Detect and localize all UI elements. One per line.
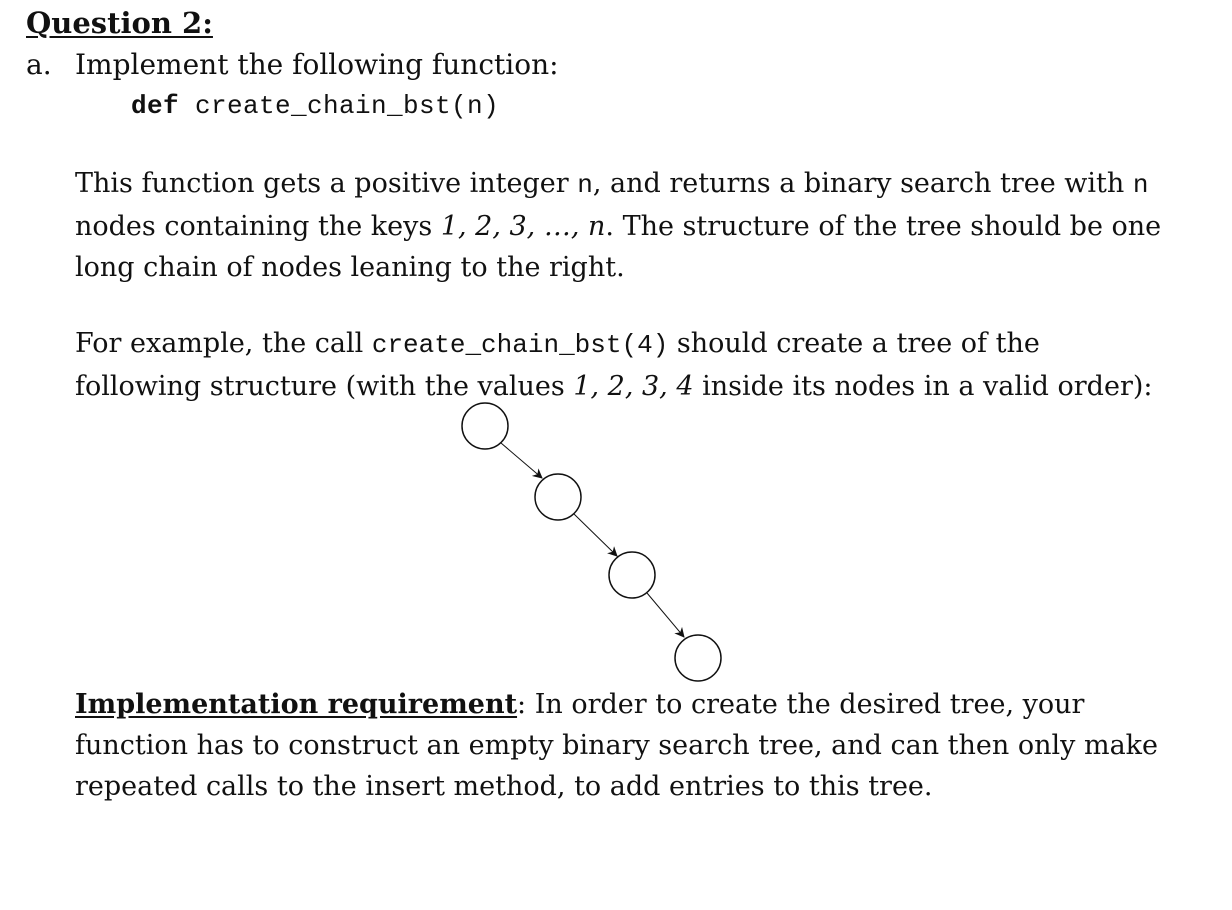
description-paragraph — [75, 163, 1161, 288]
tree-node-3 — [609, 552, 655, 598]
part-a-instruction: Implement the following function: — [75, 48, 559, 81]
example-call-code: create_chain_bst(4) — [371, 330, 669, 360]
tree-node-4 — [675, 635, 721, 681]
example-text: following structure (with the values — [75, 371, 574, 402]
function-signature — [131, 91, 499, 121]
signature-name: create_chain_bst(n) — [179, 91, 500, 121]
description-text: , and returns a binary search tree with — [592, 168, 1133, 199]
tree-edge-1 — [501, 443, 542, 478]
description-text: . The structure of the tree should be one — [605, 211, 1162, 242]
requirement-text: : In order to create the desired tree, your — [517, 689, 1085, 720]
example-line-2 — [75, 366, 1152, 407]
part-a-marker: a. — [26, 48, 52, 81]
tree-edge-3 — [647, 593, 684, 637]
question-title: Question 2: — [26, 6, 213, 40]
tree-node-1 — [462, 403, 508, 449]
tree-edge-2 — [574, 514, 617, 556]
def-keyword: def — [131, 91, 180, 121]
example-text: should create a tree of the — [668, 328, 1040, 359]
example-text: For example, the call — [75, 328, 372, 359]
requirement-paragraph — [75, 684, 1158, 807]
description-line-3: long chain of nodes leaning to the right. — [75, 252, 625, 283]
requirement-line-2: function has to construct an empty binary search tree, and can then only make — [75, 730, 1159, 761]
example-text: inside its nodes in a valid order): — [693, 371, 1153, 402]
description-text: nodes containing the keys — [75, 211, 441, 242]
requirement-line-1 — [75, 684, 1158, 725]
requirement-label: Implementation requirement — [75, 689, 518, 720]
description-line-1 — [75, 163, 1161, 206]
tree-node-2 — [535, 474, 581, 520]
requirement-line-3: repeated calls to the insert method, to add entries to this tree. — [75, 771, 933, 802]
example-paragraph — [75, 323, 1152, 407]
values-italic: 1, 2, 3, 4 — [573, 371, 694, 402]
keys-italic: 1, 2, 3, …, n — [440, 211, 606, 242]
code-n: n — [1132, 170, 1149, 200]
code-n: n — [577, 170, 593, 200]
description-line-2 — [75, 206, 1161, 247]
example-line-1 — [75, 323, 1152, 366]
description-text: This function gets a positive integer — [75, 168, 578, 199]
